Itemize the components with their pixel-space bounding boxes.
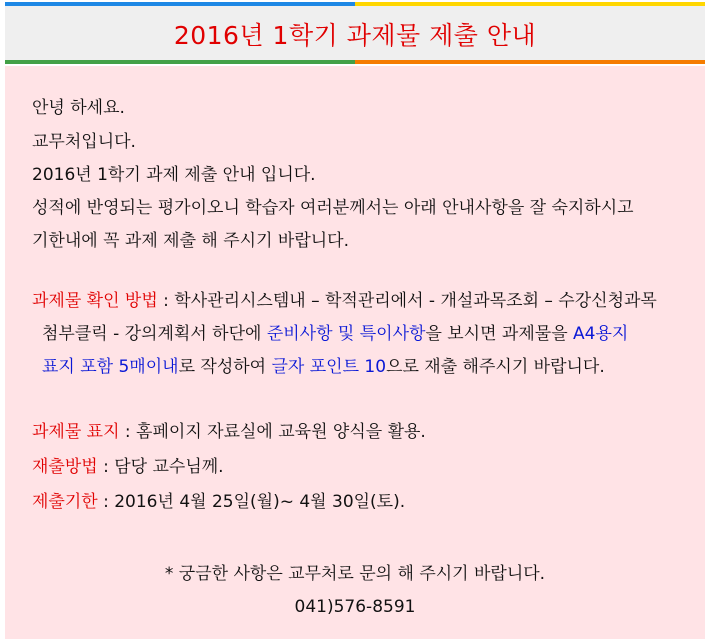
- check-highlight: 글자 포인트 10: [271, 357, 387, 377]
- check-method-line: [32, 290, 657, 312]
- cover-label: 과제물 표지: [32, 422, 120, 442]
- page-title: 2016년 1학기 과제물 제출 안내: [173, 20, 537, 50]
- check-text: 로 작성하여: [178, 357, 272, 377]
- check-text: 으로 재출 해주시기 바랍니다.: [386, 357, 605, 377]
- check-text: 을 보시면 과제물을: [425, 324, 574, 344]
- notice-panel: [5, 66, 705, 639]
- footer-phone: 041)576-8591: [294, 597, 416, 617]
- bottom-color-stripe: [5, 60, 705, 64]
- check-method-text: : 학사관리시스템내 – 학적관리에서 - 개설과목조회 – 수강신청과목: [157, 291, 657, 311]
- header: [5, 6, 705, 61]
- check-method-line2: [42, 323, 628, 345]
- check-text: 첨부클릭 - 강의계획서 하단에: [42, 324, 267, 344]
- method-text: : 담당 교수님께.: [97, 457, 224, 477]
- intro-line: 성적에 반영되는 평가이오니 학습자 여러분께서는 아래 안내사항을 잘 숙지하시고: [32, 198, 634, 218]
- check-method-line3: [42, 356, 605, 378]
- check-highlight: 표지 포함 5매이내: [42, 357, 179, 377]
- cover-line: [32, 421, 426, 443]
- check-method-label: 과제물 확인 방법: [32, 291, 158, 311]
- footer-note: * 궁금한 사항은 교무처로 문의 해 주시기 바랍니다.: [164, 564, 546, 584]
- intro-line: 2016년 1학기 과제 제출 안내 입니다.: [32, 165, 316, 185]
- intro-line: 안녕 하세요.: [32, 98, 125, 118]
- check-highlight: A4용지: [573, 324, 629, 344]
- method-line: [32, 456, 224, 478]
- check-highlight: 준비사항 및 특이사항: [266, 324, 426, 344]
- cover-text: : 홈페이지 자료실에 교육원 양식을 활용.: [119, 422, 426, 442]
- method-label: 재출방법: [32, 457, 98, 477]
- deadline-line: [32, 491, 405, 513]
- intro-line: 교무처입니다.: [32, 132, 136, 152]
- deadline-text: : 2016년 4월 25일(월)~ 4월 30일(토).: [97, 492, 406, 512]
- intro-line: 기한내에 꼭 과제 제출 해 주시기 바랍니다.: [32, 231, 350, 251]
- deadline-label: 제출기한: [32, 492, 98, 512]
